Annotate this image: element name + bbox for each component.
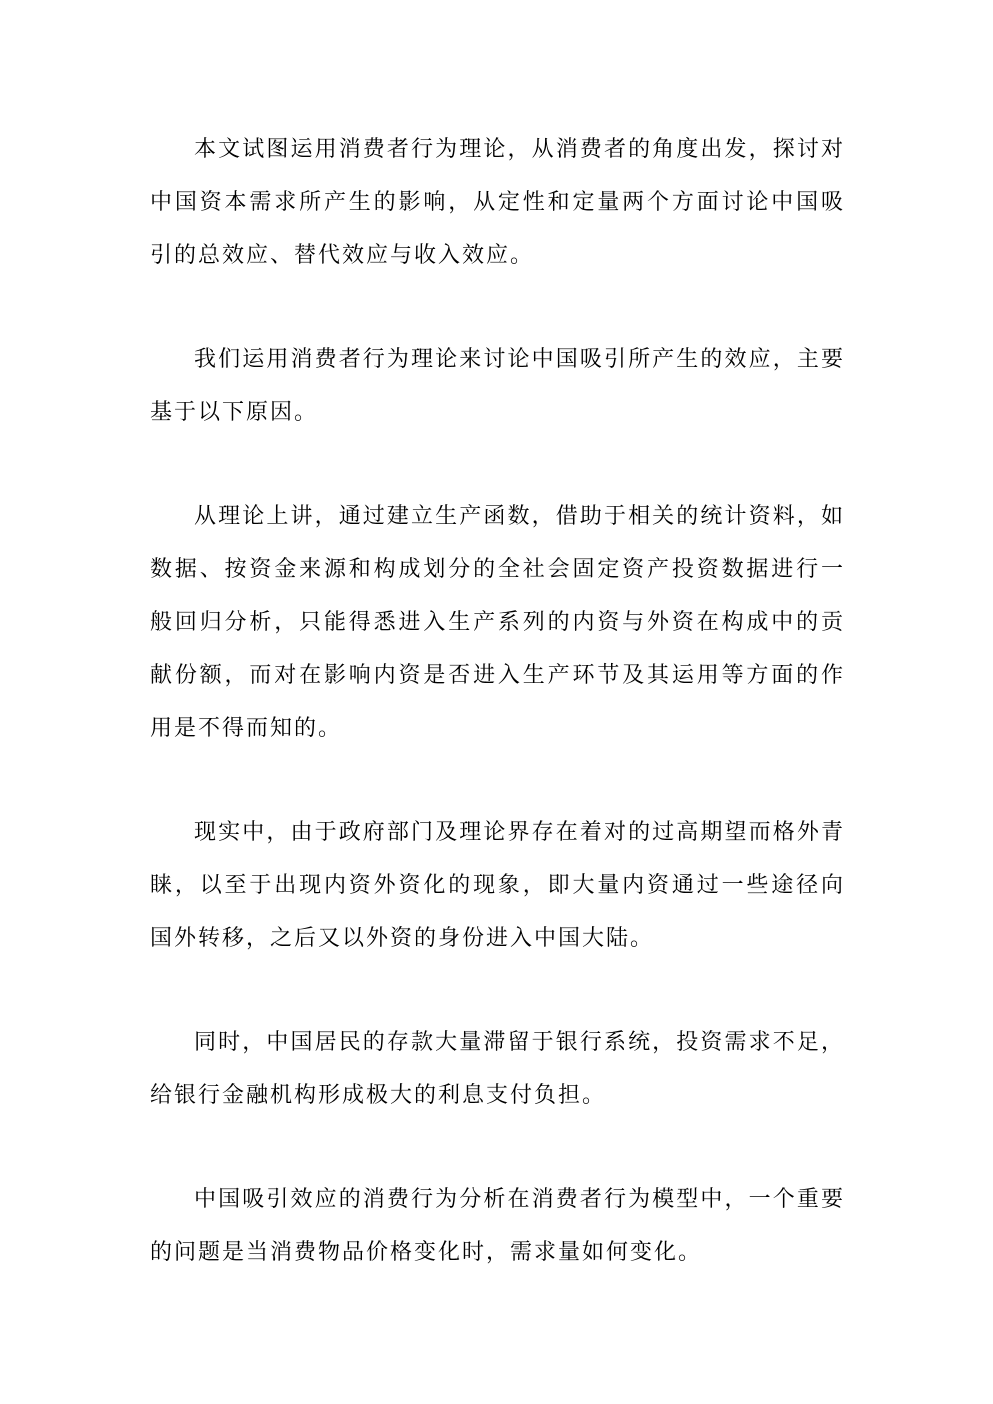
document-body bbox=[150, 122, 845, 1278]
paragraph: 从理论上讲，通过建立生产函数，借助于相关的统计资料，如数据、按资金来源和构成划分的全社会固定资产投资数据进行一般回归分析，只能得悉进入生产系列的内资与外资在构成中的贡献份额，而对在影响内资是否进入生产环节及其运用等方面的作用是不得而知的。 bbox=[150, 503, 845, 740]
paragraph: 中国吸引效应的消费行为分析在消费者行为模型中，一个重要的问题是当消费物品价格变化时，需求量如何变化。 bbox=[150, 1186, 845, 1264]
paragraph: 同时，中国居民的存款大量滞留于银行系统，投资需求不足，给银行金融机构形成极大的利息支付负担。 bbox=[150, 1029, 845, 1107]
paragraph: 现实中，由于政府部门及理论界存在着对的过高期望而格外青睐，以至于出现内资外资化的现象，即大量内资通过一些途径向国外转移，之后又以外资的身份进入中国大陆。 bbox=[150, 819, 845, 950]
paragraph: 本文试图运用消费者行为理论，从消费者的角度出发，探讨对中国资本需求所产生的影响，从定性和定量两个方面讨论中国吸引的总效应、替代效应与收入效应。 bbox=[150, 136, 845, 267]
paragraph: 我们运用消费者行为理论来讨论中国吸引所产生的效应，主要基于以下原因。 bbox=[150, 346, 845, 424]
